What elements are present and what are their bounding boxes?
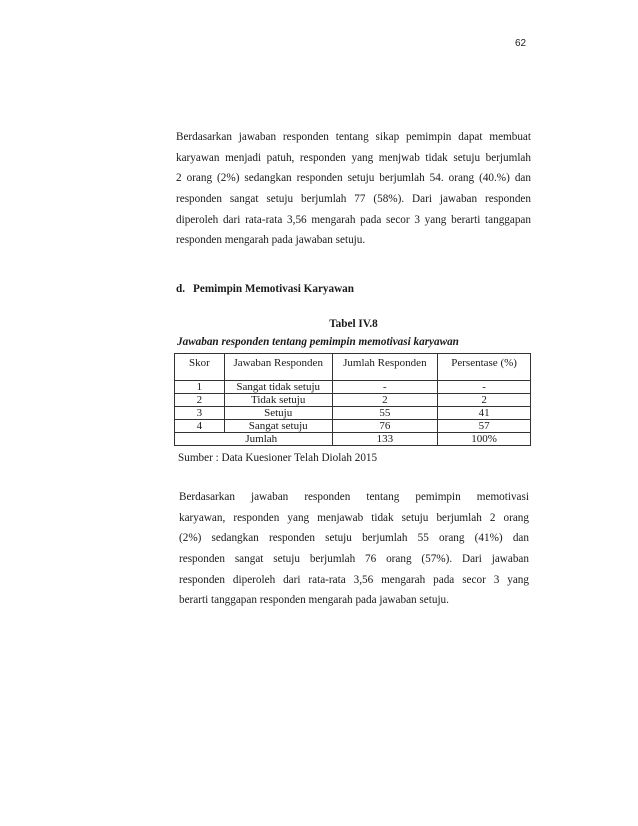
- table-header-row: [175, 354, 531, 381]
- paragraph-line: Berdasarkan jawaban responden tentang pemimpin memotivasi: [179, 491, 529, 503]
- table-row: [175, 394, 531, 407]
- paragraph-line: responden mengarah pada jawaban setuju.: [176, 234, 366, 247]
- table-source: Sumber : Data Kuesioner Telah Diolah 2015: [178, 452, 378, 464]
- table-title: Tabel IV.8: [329, 318, 378, 330]
- cell-skor: 4: [175, 420, 225, 433]
- cell-jawaban: Sangat tidak setuju: [224, 381, 332, 394]
- header-jawaban: Jawaban Responden: [224, 354, 332, 381]
- cell-jumlah: 55: [332, 407, 438, 420]
- cell-jawaban: Tidak setuju: [224, 394, 332, 407]
- paragraph-line: berarti tanggapan responden mengarah pada jawaban setuju.: [179, 594, 449, 607]
- paragraph-line: Berdasarkan jawaban responden tentang sikap pemimpin dapat membuat: [176, 131, 531, 143]
- cell-skor: 2: [175, 394, 225, 407]
- cell-persentase: -: [438, 381, 531, 394]
- paragraph-line: karyawan menjadi patuh, responden yang menjwab tidak setuju berjumlah: [176, 151, 531, 164]
- table-row: [175, 420, 531, 433]
- page-number: 62: [515, 38, 527, 49]
- table-total-row: [175, 433, 531, 446]
- header-skor: Skor: [175, 354, 225, 381]
- paragraph-line: responden sangat setuju berjumlah 77 (58%). Dari jawaban responden: [176, 193, 531, 206]
- table-row: [175, 381, 531, 394]
- paragraph-line: (2%) sedangkan responden setuju berjumlah 55 orang (41%) dan: [179, 532, 529, 545]
- response-table: [174, 353, 531, 446]
- cell-jumlah: 76: [332, 420, 438, 433]
- cell-jawaban: Setuju: [224, 407, 332, 420]
- paragraph-line: 2 orang (2%) sedangkan responden setuju berjumlah 54. orang (40.%) dan: [176, 172, 531, 185]
- cell-persentase: 2: [438, 394, 531, 407]
- cell-skor: 3: [175, 407, 225, 420]
- total-label: Jumlah: [175, 433, 333, 446]
- header-persentase: Persentase (%): [438, 354, 531, 381]
- cell-skor: 1: [175, 381, 225, 394]
- paragraph-sikap-pemimpin: [176, 127, 531, 251]
- paragraph-line: karyawan, responden yang menjawab tidak setuju berjumlah 2 orang: [179, 511, 529, 524]
- table-subtitle: Jawaban responden tentang pemimpin memotivasi karyawan: [177, 336, 459, 348]
- section-marker: d.: [176, 283, 186, 295]
- paragraph-line: responden sangat setuju berjumlah 76 orang (57%). Dari jawaban: [179, 553, 529, 566]
- cell-persentase: 57: [438, 420, 531, 433]
- paragraph-line: responden diperoleh dari rata-rata 3,56 mengarah pada secor 3 yang: [179, 573, 529, 586]
- header-jumlah: Jumlah Responden: [332, 354, 438, 381]
- paragraph-line: diperoleh dari rata-rata 3,56 mengarah pada secor 3 yang berarti tanggapan: [176, 213, 531, 226]
- section-heading: [176, 283, 354, 295]
- cell-jumlah: -: [332, 381, 438, 394]
- total-count: 133: [332, 433, 438, 446]
- cell-jawaban: Sangat setuju: [224, 420, 332, 433]
- cell-persentase: 41: [438, 407, 531, 420]
- section-title: Pemimpin Memotivasi Karyawan: [193, 283, 354, 295]
- cell-jumlah: 2: [332, 394, 438, 407]
- total-percent: 100%: [438, 433, 531, 446]
- table-row: [175, 407, 531, 420]
- paragraph-motivasi: [179, 487, 529, 611]
